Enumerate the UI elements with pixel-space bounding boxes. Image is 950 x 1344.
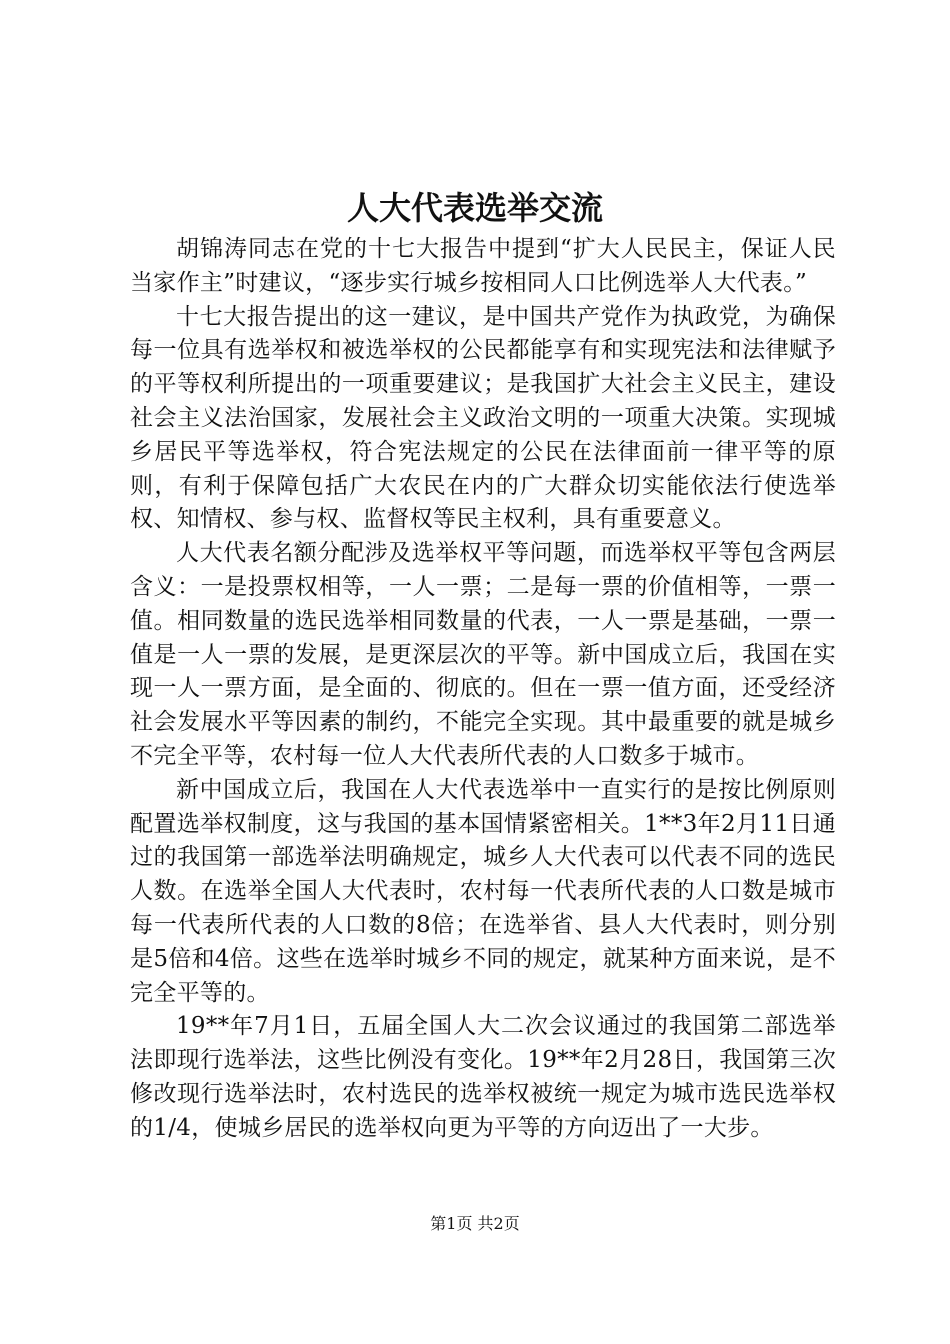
paragraph-3: 人大代表名额分配涉及选举权平等问题，而选举权平等包含两层含义：一是投票权相等，一人一票；二是每一票的价值相等，一票一值。相同数量的选民选举相同数量的代表，一人一票是基础，一票一值是一人一票的发展，是更深层次的平等。新中国成立后，我国在实现一人一票方面，是全面的、彻底的。但在一票一值方面，还受经济社会发展水平等因素的制约，不能完全实现。其中最重要的就是城乡不完全平等，农村每一位人大代表所代表的人口数多于城市。 <box>130 540 836 769</box>
page-footer: 第1页 共2页 <box>430 1214 520 1233</box>
paragraph-4: 新中国成立后，我国在人大代表选举中一直实行的是按比例原则配置选举权制度，这与我国的基本国情紧密相关。1**3年2月11日通过的我国第一部选举法明确规定，城乡人大代表可以代表不同的选民人数。在选举全国人大代表时，农村每一代表所代表的人口数是城市每一代表所代表的人口数的8倍；在选举省、县人大代表时，则分别是5倍和4倍。这些在选举时城乡不同的规定，就某种方面来说，是不完全平等的。 <box>130 776 836 1006</box>
paragraph-2: 十七大报告提出的这一建议，是中国共产党作为执政党，为确保每一位具有选举权和被选举权的公民都能享有和实现宪法和法律赋予的平等权利所提出的一项重要建议；是我国扩大社会主义民主，建设社会主义法治国家，发展社会主义政治文明的一项重大决策。实现城乡居民平等选举权，符合宪法规定的公民在法律面前一律平等的原则，有利于保障包括广大农民在内的广大群众切实能依法行使选举权、知情权、参与权、监督权等民主权利，具有重要意义。 <box>130 303 836 533</box>
document-body <box>130 233 836 1146</box>
paragraph-5: 19**年7月1日，五届全国人大二次会议通过的我国第二部选举法即现行选举法，这些比例没有变化。19**年2月28日，我国第三次修改现行选举法时，农村选民的选举权被统一规定为城市选民选举权的1/4，使城乡居民的选举权向更为平等的方向迈出了一大步。 <box>130 1013 836 1141</box>
document-title: 人大代表选举交流 <box>346 189 603 227</box>
paragraph-1: 胡锦涛同志在党的十七大报告中提到“扩大人民民主，保证人民当家作主”时建议，“逐步实行城乡按相同人口比例选举人大代表。” <box>130 236 836 296</box>
